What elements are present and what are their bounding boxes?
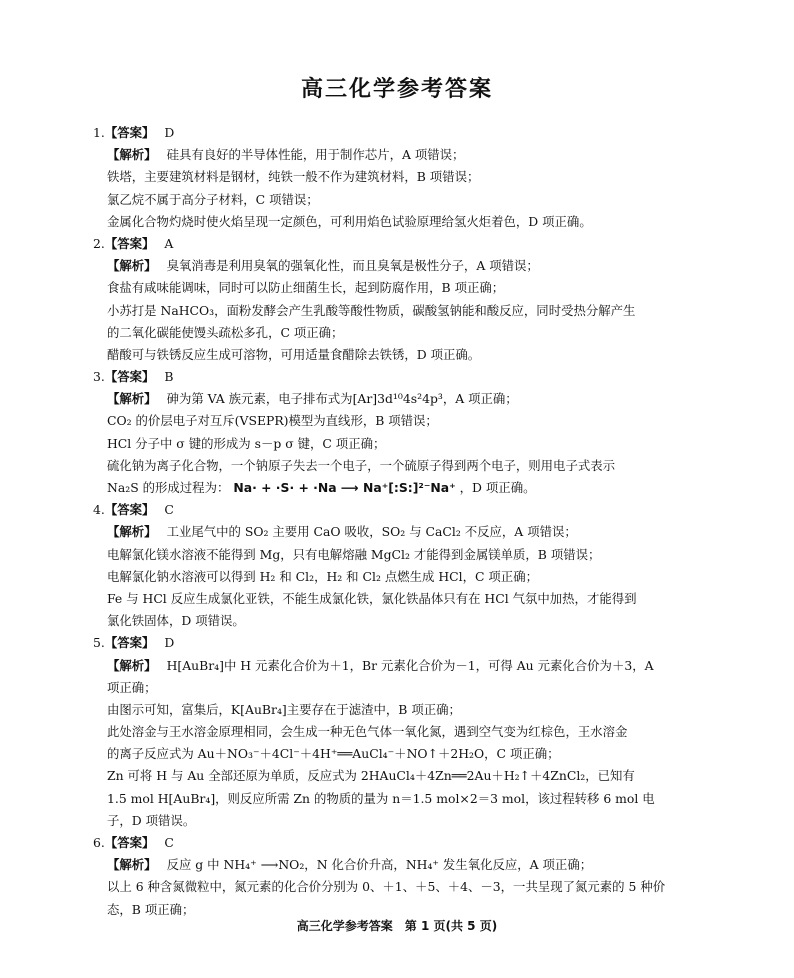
q3-analysis-line: 【解析】 砷为第 VA 族元素，电子排布式为[Ar]3d¹⁰4s²4p³，A 项正确； — [107, 391, 518, 407]
q5-analysis-line: 【解析】 H[AuBr₄]中 H 元素化合价为＋1，Br 元素化合价为－1，可得 Au 元素化合价为＋3，A — [107, 657, 654, 673]
q5-line: Zn 可将 H 与 Au 全部还原为单质，反应式为 2HAuCl₄＋4Zn══2Au＋H₂↑＋4ZnCl₂，已知有 — [107, 768, 635, 784]
q5-line: 由图示可知，富集后，K[AuBr₄]主要存在于滤渣中，B 项正确； — [107, 701, 461, 717]
q4-analysis-line: 【解析】 工业尾气中的 SO₂ 主要用 CaO 吸收，SO₂ 与 CaCl₂ 不反应，A 项错误； — [107, 524, 577, 540]
q2-line: 食盐有咸味能调味，同时可以防止细菌生长，起到防腐作用，B 项正确； — [107, 280, 505, 296]
q1-line: 铁塔，主要建筑材料是钢材，纯铁一般不作为建筑材料，B 项错误； — [107, 169, 480, 185]
q3-answer-line: 3.【答案】 B — [93, 369, 174, 385]
q4-answer-line: 4.【答案】 C — [93, 502, 174, 518]
q1-analysis-line: 【解析】 硅具有良好的半导体性能，用于制作芯片，A 项错误； — [107, 147, 465, 163]
page-footer: 高三化学参考答案 第 1 页(共 5 页) — [296, 919, 498, 933]
q2-analysis-line: 【解析】 臭氧消毒是利用臭氧的强氧化性，而且臭氧是极性分子，A 项错误； — [107, 258, 539, 274]
q6-answer-line: 6.【答案】 C — [93, 835, 174, 850]
q4-line: Fe 与 HCl 反应生成氯化亚铁，不能生成氯化铁，氯化铁晶体只有在 HCl 气氛中加热，才能得到 — [107, 590, 637, 606]
q3-line: 硫化钠为离子化合物，一个钠原子失去一个电子，一个硫原子得到两个电子，则用电子式表示 — [107, 457, 616, 473]
q2-line: 小苏打是 NaHCO₃，面粉发酵会产生乳酸等酸性物质，碳酸氢钠能和酸反应，同时受热分解产生 — [107, 302, 636, 318]
q4-line: 电解氯化钠水溶液可以得到 H₂ 和 Cl₂，H₂ 和 Cl₂ 点燃生成 HCl，C 项正确； — [107, 568, 538, 584]
q5-line: 子，D 项错误。 — [107, 812, 196, 828]
q4-line: 电解氯化镁水溶液不能得到 Mg，只有电解熔融 MgCl₂ 才能得到金属镁单质，B 项错误； — [107, 546, 601, 562]
q1-line: 金属化合物灼烧时使火焰呈现一定颜色，可利用焰色试验原理给氢火炬着色，D 项正确。 — [107, 213, 592, 229]
q1-line: 氯乙烷不属于高分子材料，C 项错误； — [107, 191, 319, 207]
q4-line: 氯化铁固体，D 项错误。 — [107, 613, 245, 629]
electron-formula: Na· + ·S· + ·Na ⟶ Na⁺[:S:]²⁻Na⁺ — [233, 480, 456, 495]
q5-line: 1.5 mol H[AuBr₄]，则反应所需 Zn 的物质的量为 n＝1.5 mol×2＝3 mol，该过程转移 6 mol 电 — [107, 790, 655, 806]
page-title: 高三化学参考答案 — [300, 77, 493, 102]
q2-line: 的二氧化碳能使馒头疏松多孔，C 项正确； — [107, 324, 344, 340]
q3-line: HCl 分子中 σ 键的形成为 s－p σ 键，C 项正确； — [107, 435, 386, 451]
q6-analysis-line: 【解析】 反应 g 中 NH₄⁺ ⟶NO₂，N 化合价升高，NH₄⁺ 发生氧化反应，A 项正确； — [107, 857, 593, 873]
q3-formula-line: Na₂S 的形成过程为： Na· + ·S· + ·Na ⟶ Na⁺[:S:]²⁻Na⁺ ，D 项正确。 — [107, 480, 536, 495]
q3-line: CO₂ 的价层电子对互斥(VSEPR)模型为直线形，B 项错误； — [107, 413, 438, 429]
q5-answer-line: 5.【答案】 D — [93, 635, 175, 651]
q6-line: 以上 6 种含氮微粒中，氮元素的化合价分别为 0、＋1、＋5、＋4、－3，一共呈现了氮元素的 5 种价 — [107, 879, 666, 895]
q5-line: 此处溶金与王水溶金原理相同，会生成一种无色气体一氧化氮，遇到空气变为红棕色，王水溶金 — [107, 724, 628, 740]
answer-content — [93, 122, 705, 921]
q2-line: 醋酸可与铁锈反应生成可溶物，可用适量食醋除去铁锈，D 项正确。 — [107, 346, 481, 362]
q5-line: 项正确； — [107, 679, 157, 695]
q5-line: 的离子反应式为 Au＋NO₃⁻＋4Cl⁻＋4H⁺══AuCl₄⁻＋NO↑＋2H₂O，C 项正确； — [107, 746, 560, 762]
q6-line: 态，B 项正确； — [107, 901, 195, 917]
q1-answer-line: 1.【答案】 D — [93, 125, 175, 140]
q2-answer-line: 2.【答案】 A — [93, 235, 174, 251]
